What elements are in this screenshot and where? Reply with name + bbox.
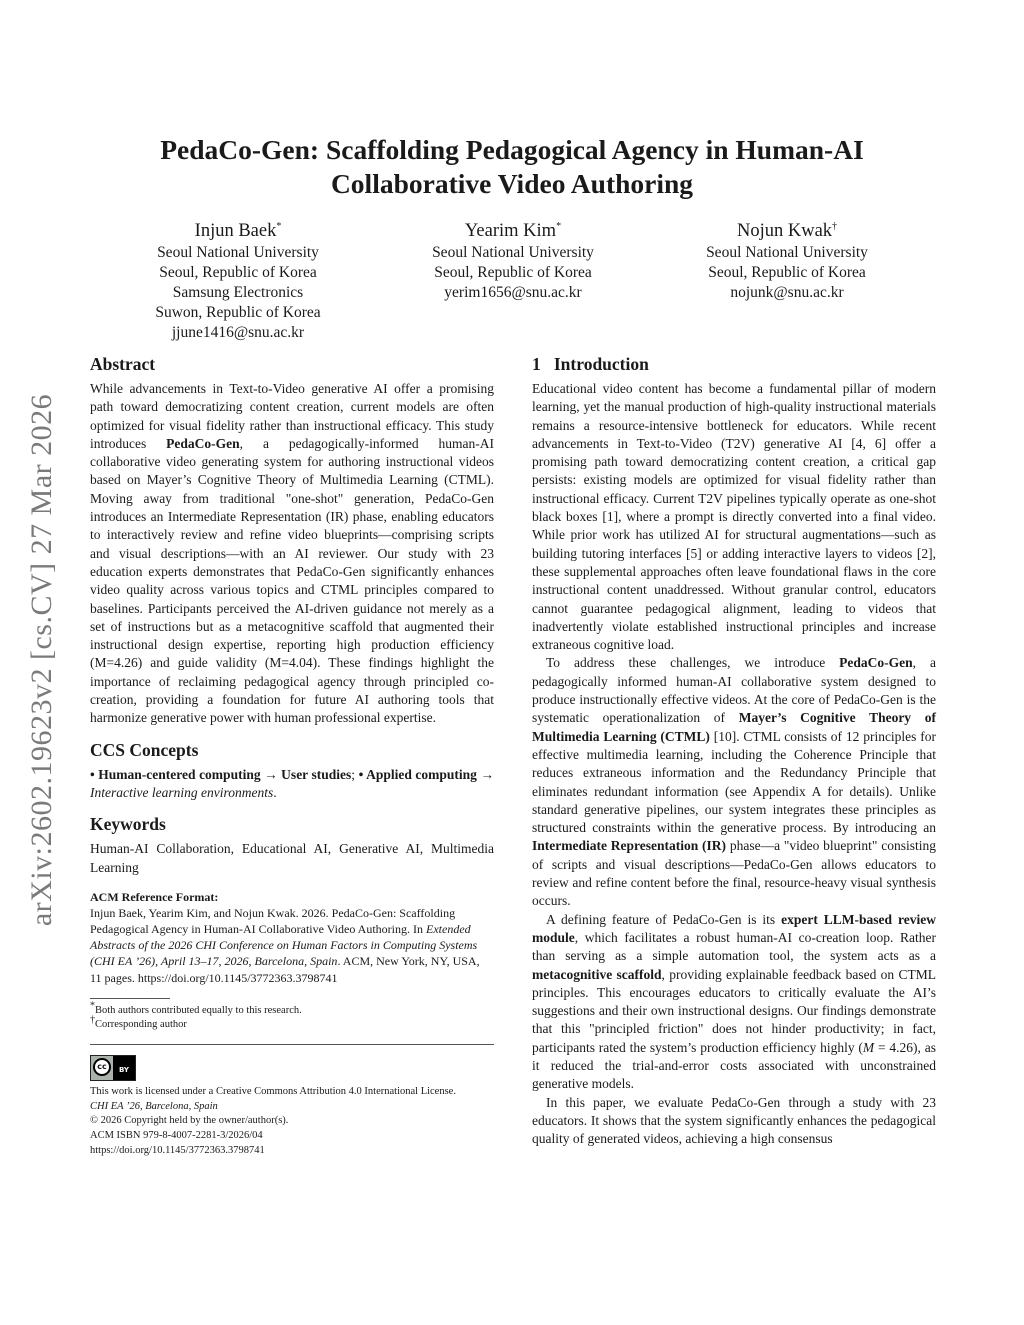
keywords-heading: Keywords: [90, 814, 166, 835]
author-name: Yearim Kim: [464, 221, 557, 241]
attribution-icon: BY: [113, 1056, 135, 1080]
creative-commons-icon: cc: [93, 1058, 111, 1076]
title-line-1: PedaCo-Gen: Scaffolding Pedagogical Agency in Human-AI: [160, 134, 864, 165]
ccs-section: [90, 740, 494, 803]
author-name: Nojun Kwak: [736, 221, 833, 241]
author-affiliation: Samsung Electronics: [172, 284, 304, 301]
author-mark: †: [832, 220, 838, 232]
copyright-text: © 2026 Copyright held by the owner/author(s).: [90, 1115, 289, 1127]
ccs-text: • Human-centered computing → User studies; • Applied computing → Interactive learning environments.: [90, 766, 494, 800]
intro-paragraph-2: To address these challenges, we introduce PedaCo-Gen, a pedagogically informed human-AI collaborative system designed to produce instructionally effective videos. At the core of PedaCo-Gen is the systematic operationalization of Mayer’s Cognitive Theory of Multimedia Learning (CTML) [10]. CTML consists of 12 principles for effective multimedia learning, including the Coherence Principle that reduces extraneous information and the Redundancy Principle that eliminates redundant information (see Appendix A for details). Unlike standard generative pipelines, our system integrates these principles as structured constraints within the generative process. By introducing an Intermediate Representation (IR) phase—a "video blueprint" consisting of scripts and visual descriptions—PedaCo-Gen allows educators to review and refine content before the final, resource-heavy visual synthesis occurs.: [532, 655, 936, 909]
author-block-2: [393, 219, 633, 303]
doi-link[interactable]: https://doi.org/10.1145/3772363.3798741: [90, 1145, 265, 1157]
keywords-text: Human-AI Collaboration, Educational AI, Generative AI, Multimedia Learning: [90, 841, 494, 875]
author-mark: *: [556, 220, 562, 232]
author-affiliation: Seoul National University: [432, 244, 594, 261]
keywords-section: [90, 814, 494, 877]
paper-title: [100, 133, 924, 201]
left-column: [90, 354, 494, 1159]
intro-paragraph-4: In this paper, we evaluate PedaCo-Gen through a study with 23 educators. It shows that the system significantly enhances the pedagogical quality of generated videos, achieving a high consensus: [532, 1094, 936, 1147]
intro-paragraph-3: A defining feature of PedaCo-Gen is its expert LLM-based review module, which facilitates a robust human-AI co-creation loop. Rather than serving as a simple automation tool, the system acts as a metacognitive scaffold, providing explainable feedback based on CTML principles. This encourages educators to critically evaluate the AI’s suggestions and their own instructional designs. Our findings demonstrate that this "principled friction" does not hinder productivity; in fact, participants rated the system’s production efficiency highly (M = 4.26), as it reduced the trial-and-error costs associated with unconstrained generative models.: [532, 911, 937, 1092]
footnote-divider: [90, 998, 170, 999]
arxiv-sidebar: [16, 360, 68, 960]
author-block-3: [667, 219, 907, 303]
ccs-heading: CCS Concepts: [90, 739, 199, 760]
author-affiliation: Seoul National University: [706, 244, 868, 261]
abstract-section: [90, 354, 494, 728]
introduction-heading: 1 Introduction: [532, 354, 649, 374]
venue-text: CHI EA ’26, Barcelona, Spain: [90, 1100, 218, 1112]
arxiv-identifier: arXiv:2602.19623v2 [cs.CV] 27 Mar 2026: [25, 393, 58, 927]
license-text: This work is licensed under a Creative Commons Attribution 4.0 International License.: [90, 1085, 456, 1097]
author-email: jjune1416@snu.ac.kr: [171, 324, 305, 341]
acm-reference-text: Injun Baek, Yearim Kim, and Nojun Kwak. 2026. PedaCo-Gen: Scaffolding Pedagogical Agency in Human-AI Collaborative Video Authoring. In Extended Abstracts of the 2026 CHI Conference on Human Factors in Computing Systems (CHI EA ’26), April 13–17, 2026, Barcelona, Spain. ACM, New York, NY, USA, 11 pages. https://doi.org/10.1145/3772363.3798741: [90, 905, 480, 985]
author-block-1: [118, 219, 358, 343]
footnote-2: †Corresponding author: [90, 1014, 187, 1030]
isbn-text: ACM ISBN 979-8-4007-2281-3/2026/04: [90, 1130, 263, 1142]
author-affiliation: Seoul National University: [157, 244, 319, 261]
right-column: [532, 354, 936, 1148]
acm-reference-heading: ACM Reference Format:: [90, 889, 219, 904]
author-email: yerim1656@snu.ac.kr: [444, 284, 582, 301]
footnote-1: *Both authors contributed equally to this research.: [90, 1000, 302, 1016]
license-divider: [90, 1044, 494, 1045]
cc-by-badge[interactable]: [90, 1055, 136, 1081]
abstract-heading: Abstract: [90, 354, 156, 374]
intro-paragraph-1: Educational video content has become a fundamental pillar of modern learning, yet the manual production of high-quality instructional materials remains a resource-intensive bottleneck for educators. While recent advancements in Text-to-Video (T2V) generative AI [4, 6] offer a promising path toward democratizing content creation, a critical gap persists: existing models are optimized for visual fidelity rather than instructional efficacy. Current T2V pipelines typically operate as one-shot black boxes [1], where a prompt is directly converted into a final video. While prior work has utilized AI for structural augmentations—such as building tutoring interfaces [5] or adding interactive layers to videos [2], these supplemental approaches often leave foundational flaws in the core instructional content unaddressed. Without granular control, educators cannot guarantee pedagogical alignment, leading to videos that inadvertently violate established instructional principles and increase extraneous cognitive load.: [532, 381, 936, 653]
author-location: Suwon, Republic of Korea: [155, 304, 321, 321]
author-mark: *: [276, 220, 282, 232]
title-line-2: Collaborative Video Authoring: [330, 168, 694, 199]
author-email: nojunk@snu.ac.kr: [730, 284, 844, 301]
author-name: Injun Baek: [194, 221, 277, 241]
author-location: Seoul, Republic of Korea: [434, 264, 592, 281]
author-location: Seoul, Republic of Korea: [708, 264, 866, 281]
abstract-text: While advancements in Text-to-Video generative AI offer a promising path toward democratizing content creation, current models are often optimized for visual fidelity rather than instructional efficacy. This study introduces PedaCo-Gen, a pedagogically-informed human-AI collaborative video generating system for authoring instructional videos based on Mayer’s Cognitive Theory of Multimedia Learning (CTML). Moving away from traditional "one-shot" generation, PedaCo-Gen introduces an Intermediate Representation (IR) phase, enabling educators to interactively review and refine video blueprints—comprising scripts and visual descriptions—with an AI reviewer. Our study with 23 education experts demonstrates that PedaCo-Gen significantly enhances video quality across various topics and CTML principles compared to baselines. Participants perceived the AI-driven guidance not merely as a set of instructions but as a metacognitive scaffold that augmented their instructional design expertise, reporting high production efficiency (M=4.26) and guide validity (M=4.04). These findings highlight the importance of reclaiming pedagogical agency through principled co-creation, providing a foundation for future AI authoring tools that harmonize generative power with human professional expertise.: [90, 381, 494, 726]
author-location: Seoul, Republic of Korea: [159, 264, 317, 281]
